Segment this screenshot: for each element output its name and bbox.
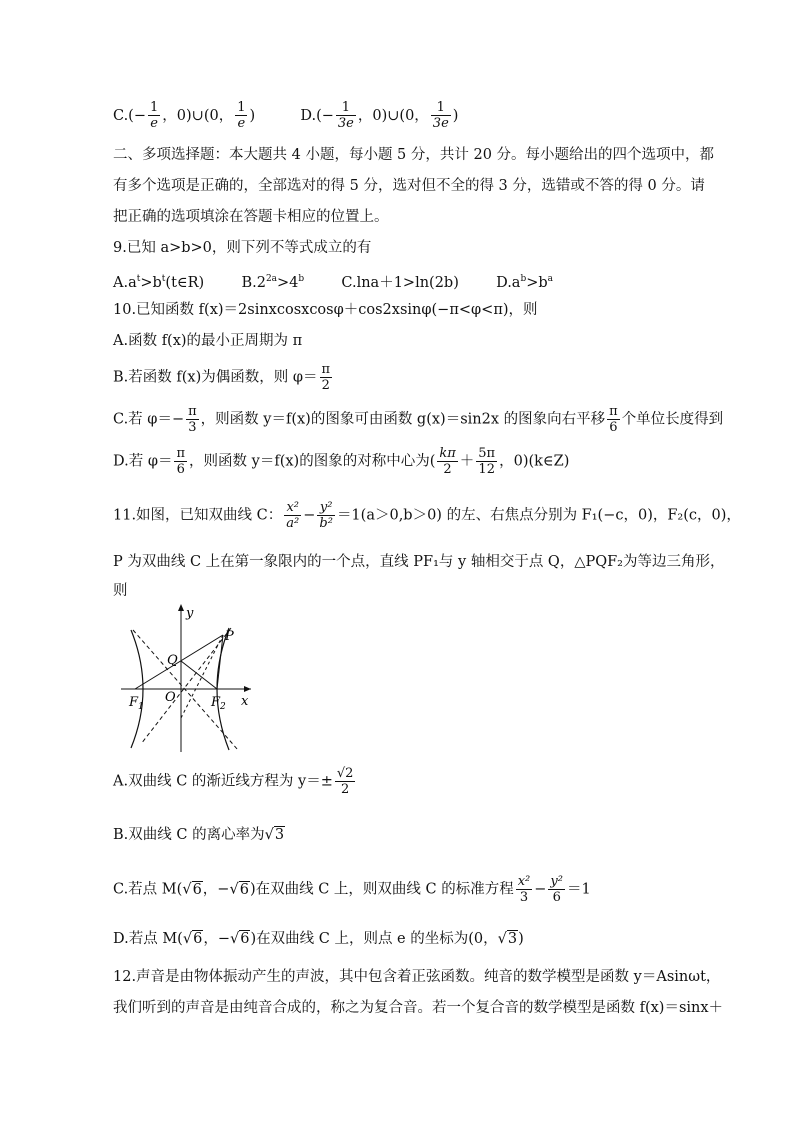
denominator: 3e [337,116,354,131]
text: B.2 [241,274,266,291]
fraction [148,100,160,131]
x-axis-arrow [244,686,251,692]
text: 个单位长度得到 [621,411,724,428]
text: D.若 φ＝ [113,453,173,470]
q11-option-a [113,766,357,797]
text: t [136,274,141,284]
text: (t∈R) [165,274,205,291]
sqrt-content: 6 [239,881,249,898]
fraction [174,446,187,477]
denominator: e [150,116,158,131]
denominator: e [237,116,246,131]
denominator: 12 [478,462,495,477]
q10-option-b [113,362,334,393]
text: ，则函数 y＝f(x)的图象可由函数 g(x)＝sin2x 的图象向右平移 [200,411,606,428]
text: t [161,274,166,284]
q9-option-c: C.lna＋1>ln(2b) [341,274,459,291]
text: b [520,274,527,284]
text: ，0)∪(0， [357,107,429,124]
fraction [476,446,497,477]
fraction [320,362,333,393]
text: ，0)(k∈Z) [499,453,570,470]
q9-option-b [241,275,304,291]
label-f1-sub: 1 [138,702,144,712]
denominator: 3e [432,116,449,131]
text: ) [518,931,524,947]
q12-line2: 我们听到的声音是由纯音合成的，称之为复合音。若一个复合音的数学模型是函数 f(x)＝sinx＋ [113,1000,724,1016]
numerator: π [609,404,618,419]
numerator: π [188,404,197,419]
text: D.若点 M( [113,931,183,947]
text: >b [526,274,548,291]
numerator: 1 [431,100,451,116]
numerator: 1 [336,100,356,116]
fraction [548,874,565,905]
text: )在双曲线 C 上，则点 e 的坐标为(0， [250,931,498,947]
fraction [317,500,335,531]
text: a [547,274,554,284]
numerator: kπ [439,446,456,461]
text: b [298,274,305,284]
text: C.(− [113,107,146,124]
numerator: √2 [336,766,354,781]
text: A.a [113,274,137,291]
label-y: y [186,606,194,621]
text: ＝1(a＞0,b＞0) 的左、右焦点分别为 F₁(−c，0)，F₂(c，0)， [336,507,741,524]
fraction [516,874,533,905]
text: ，0)∪(0， [162,107,234,124]
q11-option-c: C.若点 M(√6，−√6)在双曲线 C 上，则双曲线 C 的标准方程 $\frac{\text{x²}}{3}$ − $\frac{\text{y²}}{6}$ ＝1 [113,874,591,905]
text: A.双曲线 C 的渐近线方程为 y＝± [113,773,333,790]
q8-option-c [113,100,260,131]
q8-options-cd [113,100,458,131]
sqrt-content: 6 [240,931,250,947]
text: D.(− [300,107,334,124]
numerator: y² [550,874,563,889]
q9-options [113,268,553,294]
text: − [303,507,316,524]
label-f1-main: F [129,695,139,710]
text: ，− [202,881,230,898]
fraction [335,766,356,797]
numerator: π [176,446,186,461]
numerator: π [321,362,331,377]
text: B.若函数 f(x)为偶函数，则 φ＝ [113,369,318,386]
numerator: x² [517,874,531,889]
q9-option-a [113,275,204,291]
fraction [235,100,247,131]
q9-option-d [496,275,553,291]
fraction [284,500,301,531]
q8-option-d [300,100,459,131]
text: B.双曲线 C 的离心率为 [113,827,265,843]
sqrt-content: 6 [192,881,202,898]
denominator: a² [286,516,300,531]
numerator: 1 [150,100,159,115]
numerator: y² [317,500,335,516]
numerator: x² [284,500,301,516]
sqrt-content: 3 [507,931,518,947]
denominator: 6 [176,462,185,477]
denominator: 6 [552,890,561,905]
section2-line3: 把正确的选项填涂在答题卡相应的位置上。 [113,209,389,225]
fraction [336,100,356,131]
text: ，− [203,931,230,947]
fraction [431,100,451,131]
text: ) [249,107,256,124]
q11-stem [113,500,741,531]
q12-line1: 12.声音是由物体振动产生的声波，其中包含着正弦函数。纯音的数学模型是函数 y＝Asinωt， [113,969,721,985]
sqrt-content: 6 [193,931,203,947]
section2-line2: 有多个选项是正确的，全部选对的得 5 分，选对但不全的得 3 分，选错或不答的得 0 分。请 [113,178,705,194]
q10-option-a: A.函数 f(x)的最小正周期为 π [113,333,303,349]
label-f2 [210,695,226,712]
text: C.若 φ＝− [113,411,185,428]
q10-option-d [113,446,569,477]
text: − [534,881,547,898]
label-f2-sub: 2 [220,702,226,712]
fraction [607,404,620,435]
label-q: Q [167,653,178,668]
text: ，则函数 y＝f(x)的图象的对称中心为( [189,453,436,470]
denominator: 6 [609,420,618,435]
denominator: 2 [321,378,330,393]
numerator: 1 [237,100,246,115]
numerator: 5π [478,446,496,461]
denominator: 3 [519,890,529,905]
denominator: 2 [443,462,452,477]
denominator: 2 [340,782,350,797]
text: )在双曲线 C 上，则双曲线 C 的标准方程 [249,881,514,898]
text: ＝1 [566,881,591,898]
fraction [186,404,199,435]
sqrt-content: 3 [274,827,285,843]
q11-option-b: B.双曲线 C 的离心率为√3 [113,827,285,843]
text: ) [452,107,459,124]
q11-line2: P 为双曲线 C 上在第一象限内的一个点，直线 PF₁与 y 轴相交于点 Q，△PQF₂为等边三角形， [113,554,725,570]
fraction [437,446,457,477]
label-o: O [165,690,176,705]
text: ＋ [459,453,475,470]
label-x: x [241,694,249,709]
q10-stem: 10.已知函数 f(x)＝2sinxcosxcosφ＋cos2xsinφ(−π<φ<π)，则 [113,302,538,318]
text: 2a [265,274,278,284]
y-axis-arrow [178,604,184,611]
hyperbola-figure [113,600,263,755]
line-pf2 [217,635,223,689]
denominator: b² [319,516,333,531]
q9-stem: 9.已知 a>b>0，则下列不等式成立的有 [113,240,372,256]
text: 11.如图，已知双曲线 C： [113,507,283,524]
text: C.若点 M( [113,881,183,898]
denominator: 3 [188,420,197,435]
label-f1 [128,695,144,712]
q11-option-d: D.若点 M(√6，−√6)在双曲线 C 上，则点 e 的坐标为(0，√3) [113,931,524,947]
label-f2-main: F [211,695,221,710]
label-p: P [225,629,234,644]
text: D.a [496,274,521,291]
section2-line1: 二、多项选择题：本大题共 4 小题，每小题 5 分，共计 20 分。每小题给出的四个选项中，都 [113,147,715,163]
text: >b [140,274,162,291]
text: >4 [277,274,299,291]
q10-option-c [113,404,723,435]
q11-line3: 则 [113,583,128,599]
